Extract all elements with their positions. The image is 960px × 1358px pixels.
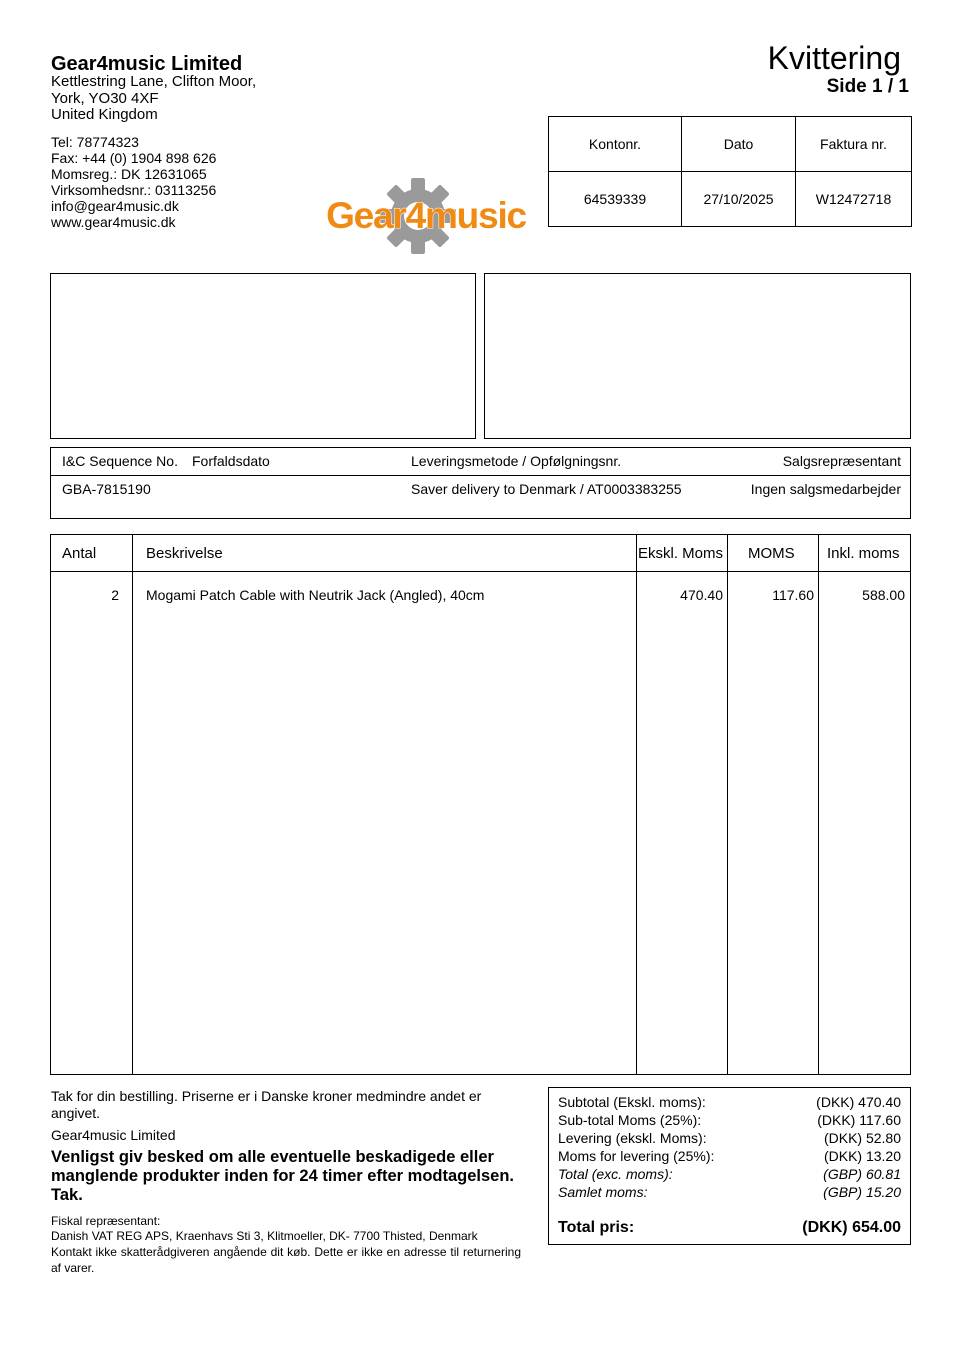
address-line: United Kingdom: [51, 106, 158, 123]
item-vat: 117.60: [772, 587, 814, 603]
subtotal-value: (DKK) 470.40: [816, 1094, 901, 1110]
total-excl-vat-gbp-label: Total (exc. moms):: [558, 1166, 673, 1182]
fiscal-rep-company: Danish VAT REG APS, Kraenhavs Sti 3, Klitmoeller, DK- 7700 Thisted, Denmark: [51, 1229, 478, 1243]
due-date-header: Forfaldsdato: [192, 453, 270, 469]
item-qty: 2: [111, 587, 119, 603]
total-excl-vat-gbp-value: (GBP) 60.81: [823, 1166, 901, 1182]
thanks-text: Tak for din bestilling. Priserne er i Danske kroner medmindre andet er angivet.: [51, 1088, 482, 1121]
vat-header: MOMS: [748, 545, 795, 562]
delivery-vat-value: (DKK) 13.20: [823, 1148, 901, 1164]
total-vat-gbp-label: Samlet moms:: [558, 1184, 648, 1200]
subtotal-vat-row: [558, 1112, 901, 1128]
header-divider: [51, 571, 910, 572]
page-indicator: Side 1 / 1: [826, 76, 909, 97]
qty-header: Antal: [62, 545, 97, 562]
company-contact: [51, 134, 216, 230]
excl-vat-header: Ekskl. Moms: [638, 545, 724, 562]
document-title: Kvittering: [767, 40, 901, 76]
order-info-divider: [51, 475, 910, 476]
subtotal-vat-value: (DKK) 117.60: [817, 1112, 901, 1128]
delivery-vat-row: [558, 1148, 901, 1164]
billing-address-box: [50, 273, 476, 439]
shipping-address-box: [484, 273, 911, 439]
meta-value-row: [549, 172, 912, 227]
fax: Fax: +44 (0) 1904 898 626: [51, 150, 217, 166]
gear4music-logo: [314, 178, 538, 256]
sales-rep-header: Salgsrepræsentant: [782, 453, 901, 469]
item-incl-vat: 588.00: [862, 587, 905, 603]
item-description: Mogami Patch Cable with Neutrik Jack (Angled), 40cm: [146, 587, 485, 603]
delivery-header: Leveringsmetode / Opfølgningsnr.: [411, 453, 622, 469]
description-header: Beskrivelse: [146, 545, 223, 562]
column-divider: [727, 535, 728, 1074]
grand-total-label: Total pris:: [558, 1219, 635, 1236]
invoice-number-header: Faktura nr.: [796, 117, 912, 172]
sales-rep-value: Ingen salgsmedarbejder: [750, 481, 901, 497]
invoice-number-value: W12472718: [796, 172, 912, 227]
sequence-value: GBA-7815190: [62, 481, 151, 497]
total-vat-gbp-value: (GBP) 15.20: [823, 1184, 901, 1200]
fiscal-rep-contact: Kontakt ikke skatterådgiveren angående dit køb. Dette er ikke en adresse til returnering af varer.: [51, 1245, 521, 1275]
email: info@gear4music.dk: [51, 198, 179, 214]
company-address: [51, 74, 256, 124]
company-name: Gear4music Limited: [51, 53, 243, 75]
delivery-value: (DKK) 52.80: [823, 1130, 901, 1146]
delivery-value: Saver delivery to Denmark / AT0003383255: [411, 481, 682, 497]
logo-gear-icon: [314, 178, 538, 256]
subtotal-vat-label: Sub-total Moms (25%):: [558, 1112, 702, 1128]
damage-notice: Venligst giv besked om alle eventuelle beskadigede eller manglende produkter inden for 24 timer efter modtagelsen. Tak.: [51, 1148, 515, 1204]
item-excl-vat: 470.40: [680, 587, 723, 603]
company-number: Virksomhedsnr.: 03113256: [51, 182, 217, 198]
delivery-vat-label: Moms for levering (25%):: [558, 1148, 715, 1164]
phone: Tel: 78774323: [51, 134, 139, 150]
fiscal-rep-label: Fiskal repræsentant:: [51, 1214, 161, 1228]
vat-number: Momsreg.: DK 12631065: [51, 166, 207, 182]
order-info-box: [50, 447, 911, 519]
column-divider: [636, 535, 637, 1074]
invoice-meta-table: [548, 116, 912, 227]
date-value: 27/10/2025: [682, 172, 796, 227]
subtotal-label: Subtotal (Ekskl. moms):: [558, 1094, 706, 1110]
address-line: Kettlestring Lane, Clifton Moor,: [51, 73, 257, 90]
column-divider: [818, 535, 819, 1074]
delivery-label: Levering (ekskl. Moms):: [558, 1130, 707, 1146]
items-table: [50, 534, 911, 1075]
totals-box: [548, 1087, 911, 1245]
logo-text: Gear4music: [326, 195, 526, 236]
delivery-row: [558, 1130, 901, 1146]
grand-total-row: [558, 1219, 901, 1237]
address-line: York, YO30 4XF: [51, 89, 159, 107]
column-divider: [132, 535, 133, 1074]
thanks-company: Gear4music Limited: [51, 1127, 176, 1143]
total-vat-gbp-row: [558, 1184, 901, 1200]
total-excl-vat-gbp-row: [558, 1166, 901, 1182]
meta-header-row: [549, 117, 912, 172]
account-number-header: Kontonr.: [549, 117, 682, 172]
sequence-header: I&C Sequence No.: [62, 453, 178, 469]
website: www.gear4music.dk: [51, 214, 176, 230]
incl-vat-header: Inkl. moms: [827, 545, 900, 562]
date-header: Dato: [682, 117, 796, 172]
grand-total-value: (DKK) 654.00: [802, 1219, 901, 1236]
account-number-value: 64539339: [549, 172, 682, 227]
subtotal-row: [558, 1094, 901, 1110]
